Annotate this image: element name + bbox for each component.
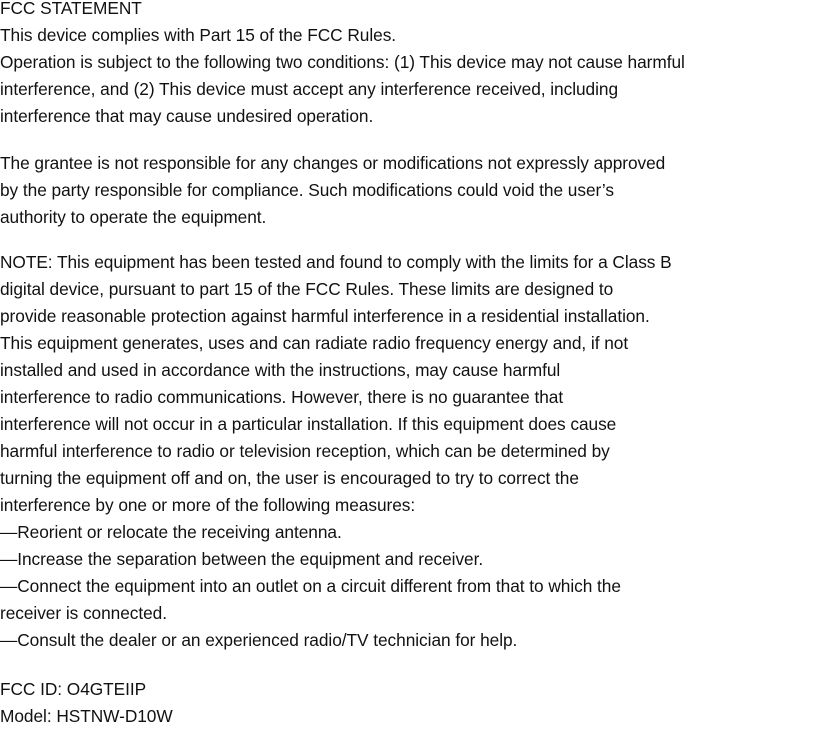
measure-item: —Increase the separation between the equipment and receiver. (0, 549, 484, 569)
note-line: provide reasonable protection against harmful interference in a residential installation. (0, 306, 650, 326)
statement-line: interference that may cause undesired operation. (0, 106, 374, 126)
note-line: NOTE: This equipment has been tested and found to comply with the limits for a Class B (0, 252, 672, 272)
note-line: installed and used in accordance with the instructions, may cause harmful (0, 360, 561, 380)
note-line: interference by one or more of the following measures: (0, 495, 416, 515)
statement-line: This device complies with Part 15 of the FCC Rules. (0, 25, 397, 45)
paragraph-spacer (0, 231, 831, 249)
note-line: This equipment generates, uses and can radiate radio frequency energy and, if not (0, 333, 629, 353)
measure-item: —Connect the equipment into an outlet on a circuit different from that to which the (0, 576, 621, 596)
statement-line: interference, and (2) This device must accept any interference received, including (0, 79, 619, 99)
grantee-section (0, 150, 831, 231)
note-line: turning the equipment off and on, the user is encouraged to try to correct the (0, 468, 579, 488)
note-line: harmful interference to radio or television reception, which can be determined by (0, 441, 610, 461)
grantee-line: by the party responsible for compliance. Such modifications could void the user’s (0, 180, 614, 200)
note-line: digital device, pursuant to part 15 of the FCC Rules. These limits are designed to (0, 279, 614, 299)
grantee-line: authority to operate the equipment. (0, 207, 267, 227)
fcc-id: FCC ID: O4GTEIIP (0, 679, 147, 699)
measure-item: receiver is connected. (0, 603, 167, 623)
measure-item: —Reorient or relocate the receiving antenna. (0, 522, 342, 542)
paragraph-spacer (0, 654, 831, 676)
statement-line: Operation is subject to the following two conditions: (1) This device may not cause harmful (0, 52, 685, 72)
measure-item: —Consult the dealer or an experienced radio/TV technician for help. (0, 630, 518, 650)
statement-section (0, 0, 831, 130)
note-section (0, 249, 831, 654)
statement-title: FCC STATEMENT (0, 0, 142, 18)
note-line: interference will not occur in a particular installation. If this equipment does cause (0, 414, 617, 434)
grantee-line: The grantee is not responsible for any changes or modifications not expressly approved (0, 153, 666, 173)
note-line: interference to radio communications. However, there is no guarantee that (0, 387, 564, 407)
footer-section (0, 676, 831, 730)
model-number: Model: HSTNW-D10W (0, 706, 173, 726)
paragraph-spacer (0, 130, 831, 150)
